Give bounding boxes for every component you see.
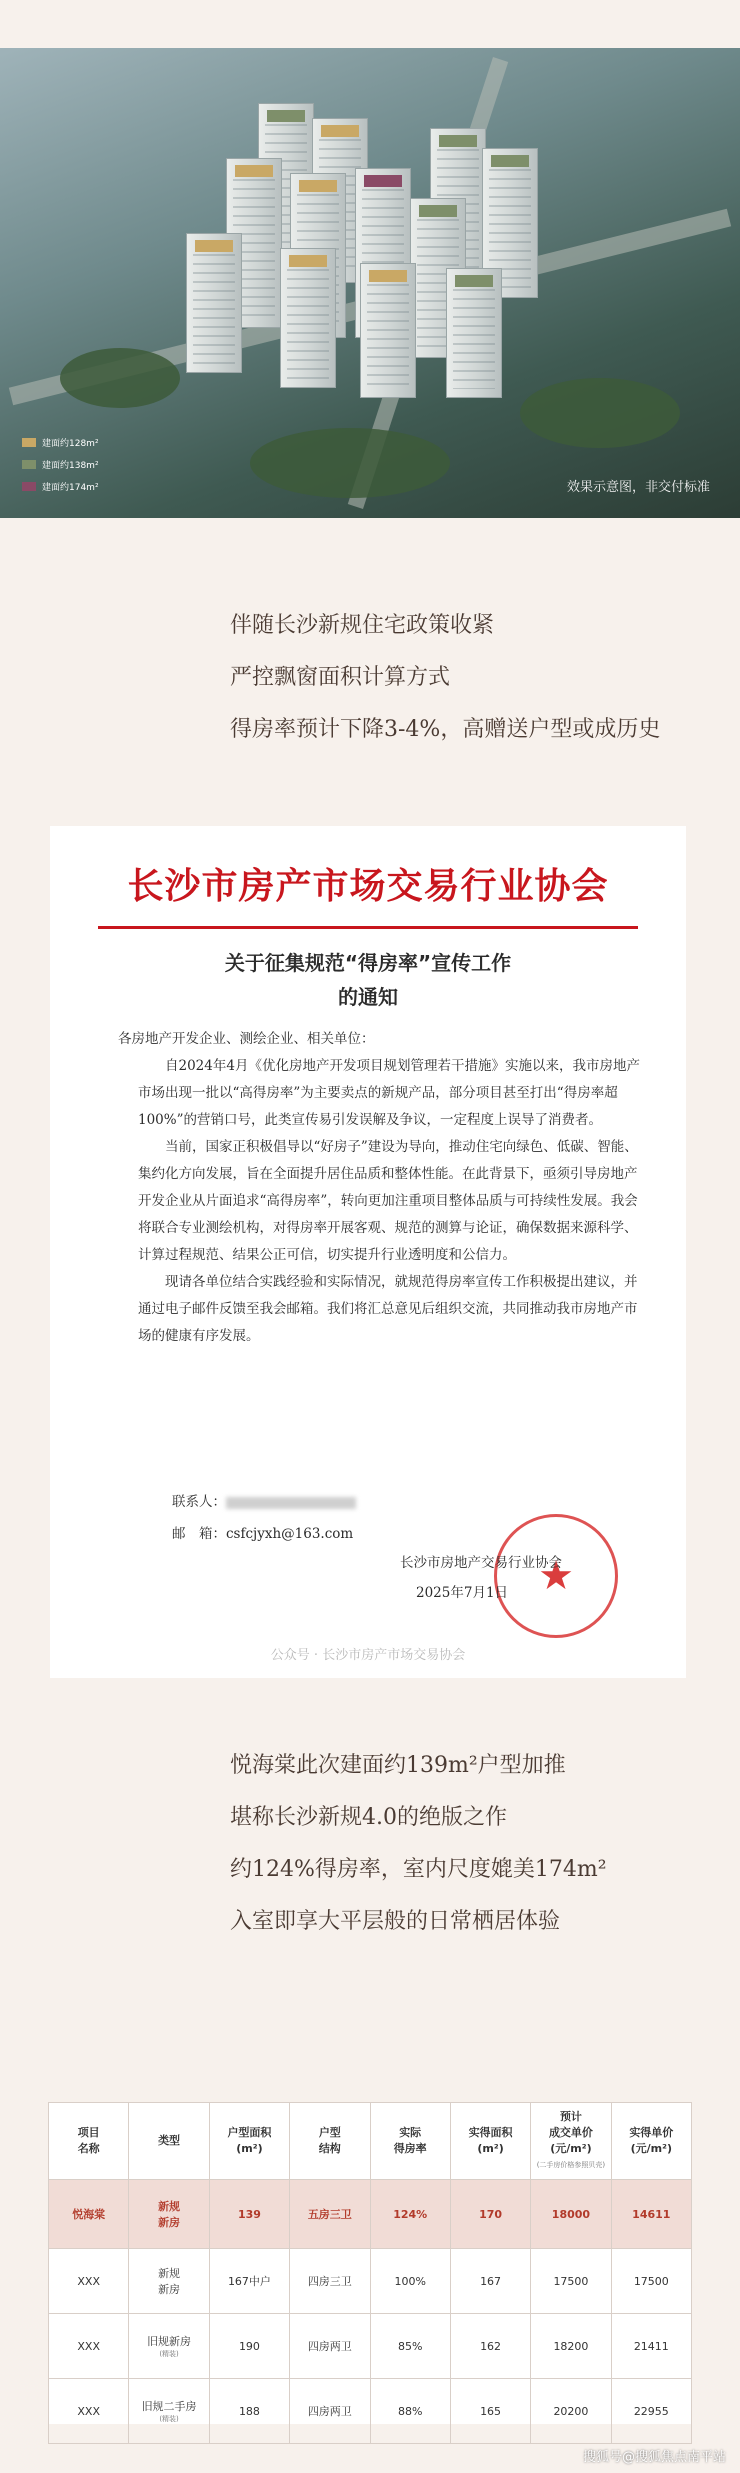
cell-net-area: 170	[450, 2180, 530, 2249]
notice-signature	[400, 1548, 562, 1608]
aerial-render	[0, 48, 740, 518]
col-header: 实得单价 (元/m²)	[611, 2103, 691, 2180]
cell-ratio: 100%	[370, 2249, 450, 2314]
area-legend	[22, 431, 99, 497]
cell-ratio: 85%	[370, 2314, 450, 2379]
notice-heading	[50, 946, 686, 1014]
notice-paragraph: 自2024年4月《优化房地产开发项目规划管理若干措施》实施以来，我市房地产市场出现一批以“高得房率”为主要卖点的新规产品，部分项目甚至打出“得房率超100%”的营销口号，此类宣传易引发误解及争议，一定程度上误导了消费者。	[138, 1058, 640, 1128]
col-header: 户型面积 (m²)	[209, 2103, 289, 2180]
signature-date: 2025年7月1日	[416, 1585, 509, 1601]
cell-layout: 四房两卫	[290, 2314, 370, 2379]
cell-type	[129, 2314, 209, 2379]
col-header: 实得面积 (m²)	[450, 2103, 530, 2180]
render-disclaimer: 效果示意图，非交付标准	[566, 480, 710, 495]
cell-layout: 四房三卫	[290, 2249, 370, 2314]
blurred-contact	[226, 1497, 356, 1509]
cell-type: 新规 新房	[129, 2249, 209, 2314]
col-header: 实际 得房率	[370, 2103, 450, 2180]
table-row	[49, 2249, 692, 2314]
notice-paragraph: 现请各单位结合实践经验和实际情况，就规范得房率宣传工作积极提出建议，并通过电子邮件反馈至我会邮箱。我们将汇总意见后组织交流，共同推动我市房地产市场的健康有序发展。	[138, 1274, 638, 1344]
highlight-line: 悦海棠此次建面约139m²户型加推	[230, 1753, 566, 1778]
source-watermark: 搜狐号@搜狐焦点南平站	[582, 2450, 726, 2465]
col-header-text: 预计 成交单价 (元/m²)	[548, 2110, 593, 2155]
cell-ratio: 88%	[370, 2379, 450, 2444]
cell-name: 悦海棠	[49, 2180, 129, 2249]
legend-item	[22, 453, 99, 475]
cell-layout: 五房三卫	[290, 2180, 370, 2249]
cell-area: 188	[209, 2379, 289, 2444]
legend-label: 建面约128m²	[42, 438, 99, 449]
cell-name: XXX	[49, 2314, 129, 2379]
cell-price: 17500	[531, 2249, 611, 2314]
table-row	[49, 2180, 692, 2249]
notice-heading-line: 关于征集规范“得房率”宣传工作	[224, 951, 512, 975]
col-header: 户型 结构	[290, 2103, 370, 2180]
legend-label: 建面约174m²	[42, 482, 99, 493]
highlight-line: 约124%得房率，室内尺度媲美174m²	[230, 1857, 607, 1882]
seal-star-icon: ★	[538, 1553, 574, 1599]
cell-type	[129, 2379, 209, 2444]
contact-label: 联系人：	[172, 1494, 226, 1510]
intro-line: 得房率预计下降3-4%，高赠送户型或成历史	[230, 717, 661, 742]
cell-net-price: 14611	[611, 2180, 691, 2249]
col-header	[531, 2103, 611, 2180]
tower	[186, 233, 242, 373]
tower	[280, 248, 336, 388]
cell-price: 18000	[531, 2180, 611, 2249]
cell-net-area: 162	[450, 2314, 530, 2379]
cell-name: XXX	[49, 2249, 129, 2314]
highlight-line: 入室即享大平层般的日常栖居体验	[230, 1909, 561, 1934]
tower	[446, 268, 502, 398]
notice-body	[118, 1026, 646, 1350]
wechat-watermark: 公众号 · 长沙市房产市场交易协会	[270, 1648, 466, 1663]
legend-swatch	[22, 482, 36, 491]
cell-area: 190	[209, 2314, 289, 2379]
cell-area: 167中户	[209, 2249, 289, 2314]
cell-net-area: 165	[450, 2379, 530, 2444]
notice-paragraph: 当前，国家正积极倡导以“好房子”建设为导向，推动住宅向绿色、低碳、智能、集约化方向发展，旨在全面提升居住品质和整体性能。在此背景下，亟须引导房地产开发企业从片面追求“高得房率”，转向更加注重项目整体品质与可持续性发展。我会将联合专业测绘机构，对得房率开展客观、规范的测算与论证，确保数据来源科学、计算过程规范、结果公正可信，切实提升行业透明度和公信力。	[138, 1139, 638, 1263]
intro-line: 伴随长沙新规住宅政策收紧	[230, 613, 495, 638]
legend-item	[22, 475, 99, 497]
cell-net-price: 21411	[611, 2314, 691, 2379]
table-header-row	[49, 2103, 692, 2180]
project-highlights	[230, 1740, 607, 1948]
intro-text	[230, 600, 660, 756]
legend-item	[22, 431, 99, 453]
notice-heading-line: 的通知	[338, 985, 398, 1009]
email-label: 邮 箱：	[172, 1526, 226, 1542]
cell-net-area: 167	[450, 2249, 530, 2314]
signature-org: 长沙市房地产交易行业协会	[400, 1555, 562, 1571]
cell-net-price: 22955	[611, 2379, 691, 2444]
col-header: 类型	[129, 2103, 209, 2180]
col-header: 项目 名称	[49, 2103, 129, 2180]
comparison-grid	[48, 2102, 692, 2444]
contact-email: csfcjyxh@163.com	[226, 1526, 354, 1542]
notice-org-title: 长沙市房产市场交易行业协会	[127, 866, 609, 907]
cell-name: XXX	[49, 2379, 129, 2444]
highlight-line: 堪称长沙新规4.0的绝版之作	[230, 1805, 507, 1830]
cell-ratio: 124%	[370, 2180, 450, 2249]
col-header-note: (二手房价格参照贝壳)	[536, 2161, 606, 2169]
table-row	[49, 2379, 692, 2444]
cell-type-note: (精装)	[159, 2350, 179, 2358]
notice-salutation: 各房地产开发企业、测绘企业、相关单位：	[118, 1031, 375, 1047]
legend-swatch	[22, 438, 36, 447]
cell-type-note: (精装)	[159, 2415, 179, 2423]
cell-price: 20200	[531, 2379, 611, 2444]
comparison-table	[48, 2102, 692, 2424]
cell-type: 新规 新房	[129, 2180, 209, 2249]
legend-swatch	[22, 460, 36, 469]
cell-type-text: 旧规新房	[147, 2335, 192, 2348]
divider	[98, 926, 638, 929]
notice-contact	[172, 1486, 356, 1550]
tower	[360, 263, 416, 398]
cell-type-text: 旧规二手房	[141, 2400, 197, 2413]
table-row	[49, 2314, 692, 2379]
cell-area: 139	[209, 2180, 289, 2249]
cell-price: 18200	[531, 2314, 611, 2379]
intro-line: 严控飘窗面积计算方式	[230, 665, 451, 690]
cell-net-price: 17500	[611, 2249, 691, 2314]
association-notice	[50, 826, 686, 1678]
legend-label: 建面约138m²	[42, 460, 99, 471]
cell-layout: 四房两卫	[290, 2379, 370, 2444]
